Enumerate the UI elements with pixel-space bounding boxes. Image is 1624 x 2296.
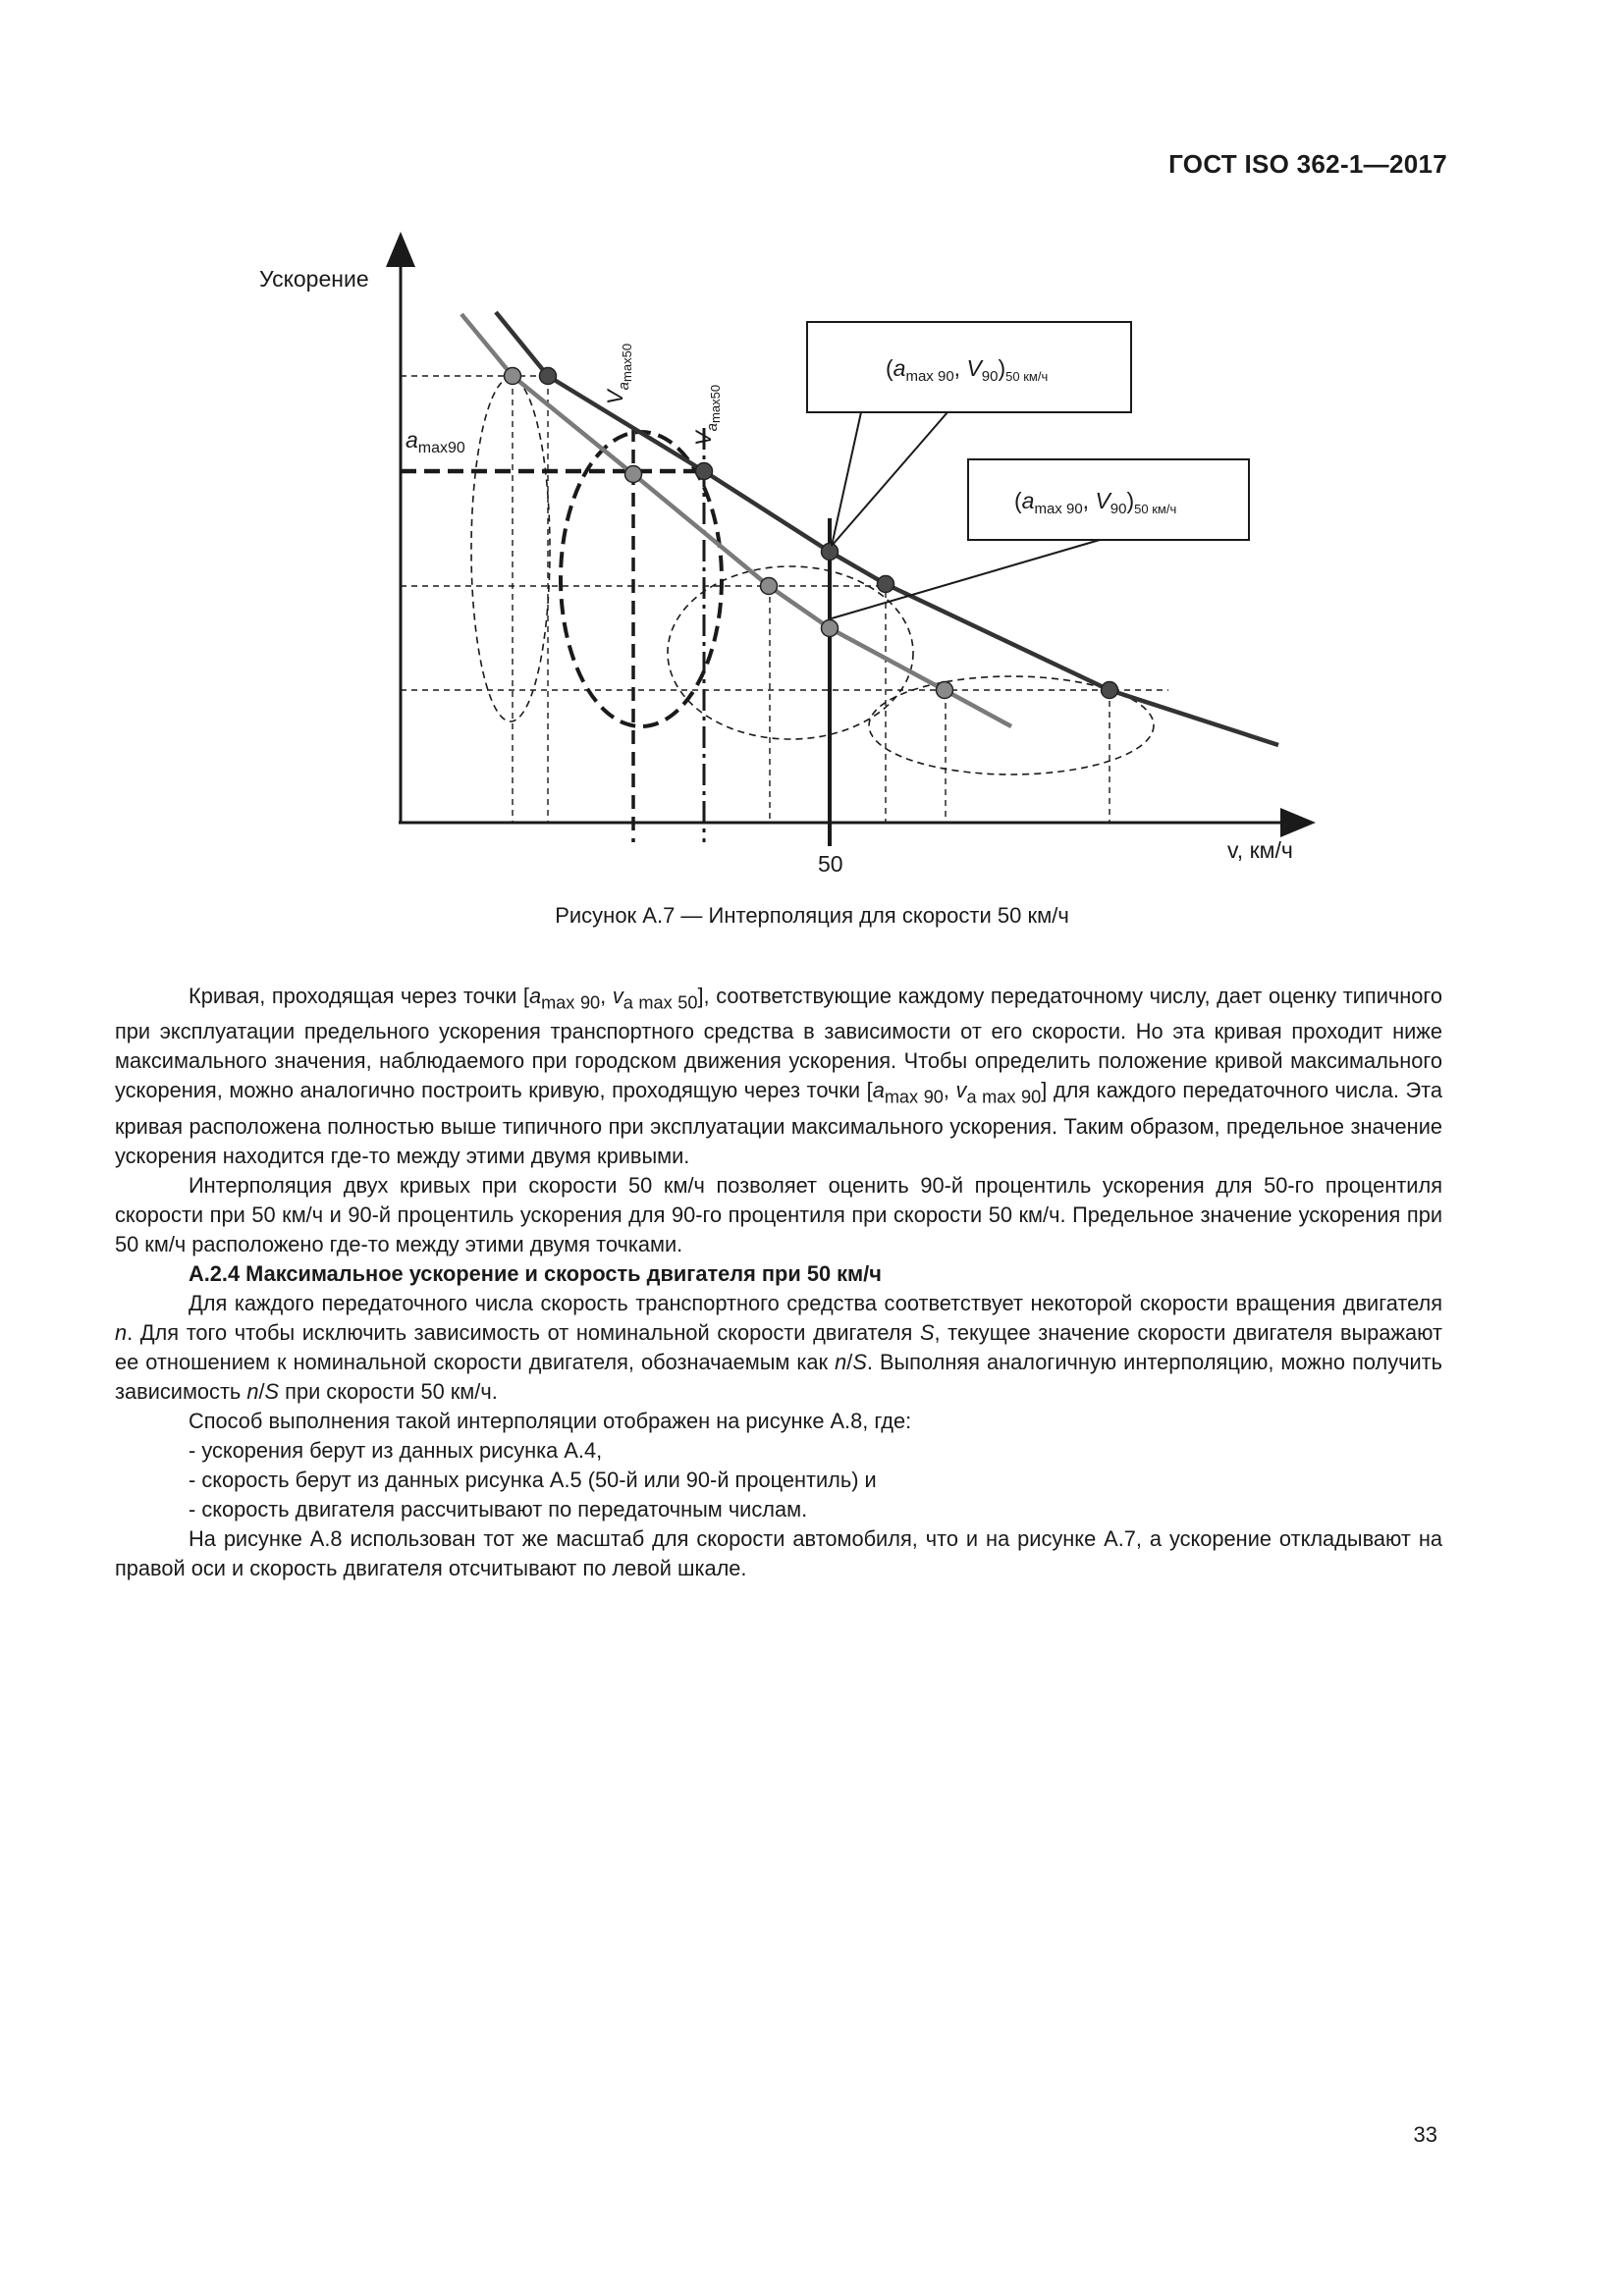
paragraph-5: На рисунке А.8 использован тот же масштаб для скорости автомобиля, что и на рисунке А.7, а ускорение откладывают на правой оси и скорость двигателя отсчитывают по левой шкале. [115, 1525, 1442, 1580]
paragraph-4: Способ выполнения такой интерполяции отображен на рисунке А.8, где: [189, 1408, 912, 1433]
section-heading: А.2.4 Максимальное ускорение и скорость двигателя при 50 км/ч [189, 1260, 882, 1286]
reference-lines-vertical [513, 378, 1110, 823]
paragraph-2: Интерполяция двух кривых при скорости 50 км/ч позволяет оценить 90-й процентиль ускорения для 50-го процентиля скорости при 50 км/ч и 90-й процентиль ускорения для 90-го процентиля при скорости 50 км/ч. Предельное значение ускорения при 50 км/ч расположено где-то между этими двумя точками. [115, 1172, 1442, 1256]
page-number: 33 [1413, 2122, 1437, 2147]
x-axis-label: v, км/ч [1227, 837, 1293, 863]
body-text [115, 982, 1442, 1583]
interpolation-figure [0, 0, 1624, 942]
figure-caption: Рисунок А.7 — Интерполяция для скорости 50 км/ч [555, 903, 1069, 928]
callout-top-text: ($a_{max 90}$, $V_{90})_{50 км/ч}$ [886, 355, 1049, 385]
x-tick-50: 50 [818, 851, 843, 877]
amax90-label: $a_{max90}$ [406, 427, 465, 456]
callout-top-pointer [832, 412, 947, 546]
callout-mid-pointer [832, 540, 1100, 618]
va-max50-label-2: $V_a\max 50$ [691, 384, 723, 446]
y-axis-label: Ускорение [259, 266, 369, 292]
paragraph-1: Кривая, проходящая через точки [$a_{max 90}$, $v_{a max 50}$], соответствующие каждому передаточному числу, дает оценку типичного при эксплуатации предельного ускорения транспортного средства в зависимости от его скорости. Но эта кривая проходит ниже максимального значения, наблюдаемого при городском движения ускорения. Чтобы определить положение кривой максимального ускорения, можно аналогично построить кривую, проходящую через точки [$a_{max 90}$, $v_{a max 90}$] для каждого передаточного числа. Эта кривая расположена полностью выше типичного при эксплуатации максимального ускорения. Таким образом, предельное значение ускорения находится где-то между этими двумя кривыми. [115, 984, 1442, 1168]
document-header: ГОСТ ISO 362-1—2017 [1168, 149, 1447, 179]
paragraph-3: Для каждого передаточного числа скорость транспортного средства соответствует некоторой скорости вращения двигателя n. Для того чтобы исключить зависимость от номинальной скорости двигателя S, текущее значение скорости двигателя выражают ее отношением к номинальной скорости двигателя, обозначаемым как n/S. Выполняя аналогичную интерполяцию, можно получить зависимость n/S при скорости 50 км/ч. [115, 1290, 1443, 1404]
interpolation-ellipses [471, 378, 1154, 774]
callout-mid-text: ($a_{max 90}$, $V_{90})_{50 км/ч}$ [1014, 488, 1177, 517]
list-item: - скорость берут из данных рисунка А.5 (50-й или 90-й процентиль) и [189, 1467, 877, 1492]
list-item: - скорость двигателя рассчитывают по передаточным числам. [189, 1496, 808, 1522]
va-max50-label-1: $V_a\max 50$ [603, 343, 634, 404]
list-item: - ускорения берут из данных рисунка А.4, [189, 1437, 603, 1463]
